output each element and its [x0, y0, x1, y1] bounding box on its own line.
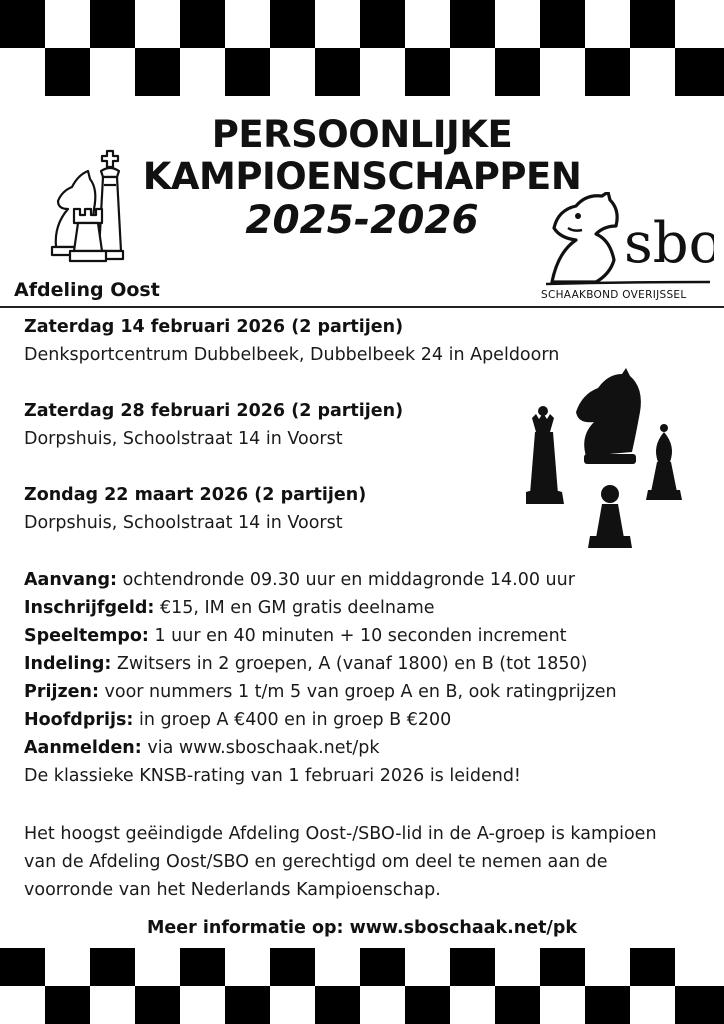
round-2 — [24, 397, 403, 453]
detail-speeltempo: Speeltempo: 1 uur en 40 minuten + 10 seconden increment — [24, 626, 567, 646]
round-2-date: Zaterdag 28 februari 2026 (2 partijen) — [24, 401, 404, 421]
round-3-location: Dorpshuis, Schoolstraat 14 in Voorst — [24, 513, 343, 533]
title-line-2: KAMPIOENSCHAPPEN — [142, 155, 582, 198]
champion-note: Het hoogst geëindigde Afdeling Oost-/SBO-lid in de A-groep is kampioen van de Afdeling Oost/SBO en gerechtigd om deel te nemen aan de voorronde van het Nederlands Kampioenschap. — [24, 824, 657, 900]
round-2-location: Dorpshuis, Schoolstraat 14 in Voorst — [24, 429, 343, 449]
checkerboard-border-top — [0, 0, 724, 96]
more-info-footer: Meer informatie op: www.sboschaak.net/pk — [146, 918, 577, 938]
round-1-location: Denksportcentrum Dubbelbeek, Dubbelbeek 24 in Apeldoorn — [24, 345, 560, 365]
title-line-1: PERSOONLIJKE — [211, 113, 513, 156]
detail-prijzen: Prijzen: voor nummers 1 t/m 5 van groep A en B, ook ratingprijzen — [24, 682, 617, 702]
schaakbond-overijssel-caption: SCHAAKBOND OVERIJSSEL — [541, 289, 687, 301]
checkerboard-border-bottom — [0, 948, 724, 1024]
detail-inschrijfgeld: Inschrijfgeld: €15, IM en GM gratis deelname — [24, 598, 435, 618]
season-title: 2025-2026 — [245, 198, 479, 243]
black-chess-pieces-icon — [526, 368, 686, 560]
chess-knight-logo-icon — [538, 192, 714, 292]
chess-pieces-outline-icon — [44, 143, 140, 275]
detail-hoofdprijs: Hoofdprijs: in groep A €400 en in groep B €200 — [24, 710, 452, 730]
round-3 — [24, 481, 366, 537]
detail-aanmelden: Aanmelden: via www.sboschaak.net/pk — [24, 738, 380, 758]
round-3-date: Zondag 22 maart 2026 (2 partijen) — [24, 485, 367, 505]
rating-note: De klassieke KNSB-rating van 1 februari 2026 is leidend! — [24, 766, 521, 786]
sbo-logo-text: sbo — [624, 211, 714, 276]
afdeling-oost-caption: Afdeling Oost — [14, 279, 160, 301]
detail-aanvang: Aanvang: ochtendronde 09.30 uur en middagronde 14.00 uur — [24, 570, 575, 590]
header-divider — [0, 306, 724, 308]
details-list — [24, 566, 617, 790]
round-1-date: Zaterdag 14 februari 2026 (2 partijen) — [24, 317, 404, 337]
round-1 — [24, 313, 559, 369]
detail-indeling: Indeling: Zwitsers in 2 groepen, A (vanaf 1800) en B (tot 1850) — [24, 654, 588, 674]
